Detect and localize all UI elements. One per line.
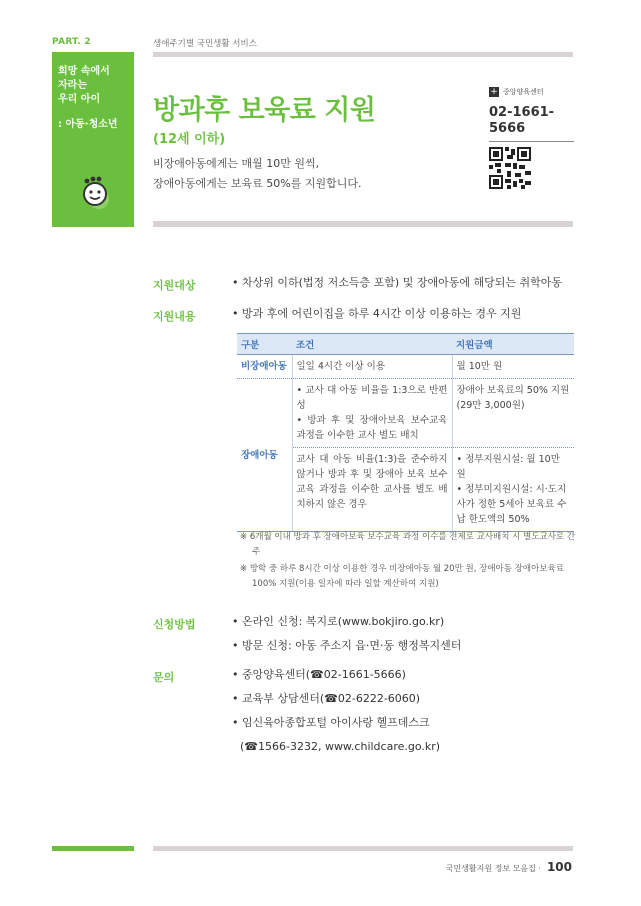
- table-row-head: 비장애아동: [237, 355, 292, 379]
- inquiry-label: 문의: [153, 671, 175, 684]
- child-face-icon: [78, 174, 112, 210]
- apply-item: • 온라인 신청: 복지로(www.bokjiro.go.kr): [232, 615, 445, 628]
- sidebar-sub: : 아동·청소년: [58, 119, 118, 130]
- target-text: • 차상위 이하(법정 저소득층 포함) 및 장애아동에 해당되는 취학아동: [232, 276, 562, 289]
- page-subtitle: (12세 이하): [153, 132, 226, 147]
- footer-text: 국민생활지원 정보 모음집 ·: [445, 864, 541, 873]
- note: ※ 6개월 이내 방과 후 장애아보육 보수교육 과정 이수를 전제로 교사배치 시 별도교사로 간주: [240, 532, 576, 557]
- support-table: [237, 333, 574, 532]
- table-header-cell: 지원금액: [452, 334, 574, 355]
- table-cell-line: • 정부지원시설: 월 10만 원: [456, 454, 560, 480]
- inquiry-list: [232, 665, 440, 757]
- contact-divider: [489, 141, 574, 142]
- table-row: [237, 379, 574, 448]
- content-text: • 방과 후에 어린이집을 하루 4시간 이상 이용하는 경우 지원: [232, 307, 522, 320]
- section-divider: [153, 221, 573, 227]
- table-cell-line: • 교사 대 아동 비율을 1:3으로 반편성: [296, 385, 448, 411]
- page-title: 방과후 보육료 지원: [153, 95, 376, 126]
- table-cell: [452, 448, 574, 532]
- top-rule: [153, 52, 573, 57]
- table-cell: 월 10만 원: [452, 355, 574, 379]
- sidebar-line: 희망 속에서: [58, 66, 110, 77]
- contact-label: 중앙양육센터: [503, 88, 544, 96]
- contact-box: [489, 87, 574, 193]
- sidebar-box: [52, 57, 134, 227]
- contact-header: [489, 87, 574, 97]
- sidebar-line: 자라는: [58, 80, 87, 91]
- bottom-rule-accent: [52, 846, 134, 851]
- part-label: PART. 2: [52, 37, 91, 47]
- page-number: 100: [546, 860, 572, 874]
- table-row: [237, 355, 574, 379]
- target-label: 지원대상: [153, 279, 196, 292]
- table-cell-line: • 정부미지원시설: 시·도지사가 정한 5세아 보육료 수납 한도액의 50%: [456, 484, 567, 525]
- plus-icon: +: [490, 87, 498, 97]
- inquiry-item: • 교육부 상담센터(☎02-6222-6060): [232, 692, 421, 705]
- apply-item: • 방문 신청: 아동 주소지 읍·면·동 행정복지센터: [232, 639, 462, 652]
- contact-phone-line: 5666: [489, 121, 526, 136]
- apply-label: 신청방법: [153, 618, 196, 631]
- table-row-head: 장애아동: [237, 379, 292, 532]
- apply-list: [232, 612, 461, 656]
- content-label: 지원내용: [153, 310, 196, 323]
- intro-line: 장애아동에게는 보육료 50%를 지원합니다.: [153, 177, 362, 190]
- notes: [240, 530, 576, 592]
- sidebar-line: 우리 아이: [58, 94, 101, 105]
- section-title: 생애주기별 국민생활 서비스: [153, 39, 257, 49]
- intro-line: 비장애아동에게는 매월 10만 원씩,: [153, 157, 320, 170]
- inquiry-item: • 임신육아종합포털 아이사랑 헬프데스크: [232, 716, 430, 729]
- table-header-cell: 구분: [237, 334, 292, 355]
- table-header-cell: 조건: [292, 334, 452, 355]
- table-header-row: [237, 334, 574, 355]
- table-cell: 교사 대 아동 비율(1:3)을 준수하지 않거나 방과 후 및 장애아 보육 보수교육 과정을 이수한 교사를 별도 배치하지 않은 경우: [292, 448, 452, 532]
- inquiry-item: • 중앙양육센터(☎02-1661-5666): [232, 668, 406, 681]
- table-cell: 일일 4시간 이상 이용: [292, 355, 452, 379]
- note: ※ 방학 중 하루 8시간 이상 이용한 경우 비장애아동 월 20만 원, 장애아동 장애아보육료 100% 지원(이용 일자에 따라 일할 계산하여 지원): [240, 564, 564, 589]
- inquiry-item: (☎1566-3232, www.childcare.go.kr): [240, 740, 441, 753]
- contact-phone: [489, 105, 574, 137]
- qr-code-icon[interactable]: [489, 147, 531, 189]
- table-cell: 장애아 보육료의 50% 지원(29만 3,000원): [452, 379, 574, 448]
- footer: [430, 860, 572, 874]
- bottom-rule: [153, 846, 573, 851]
- table-cell-line: • 방과 후 및 장애아보육 보수교육 과정을 이수한 교사 별도 배치: [296, 415, 448, 441]
- contact-phone-line: 02-1661-: [489, 105, 555, 120]
- table-cell: [292, 379, 452, 448]
- intro-text: [153, 154, 361, 194]
